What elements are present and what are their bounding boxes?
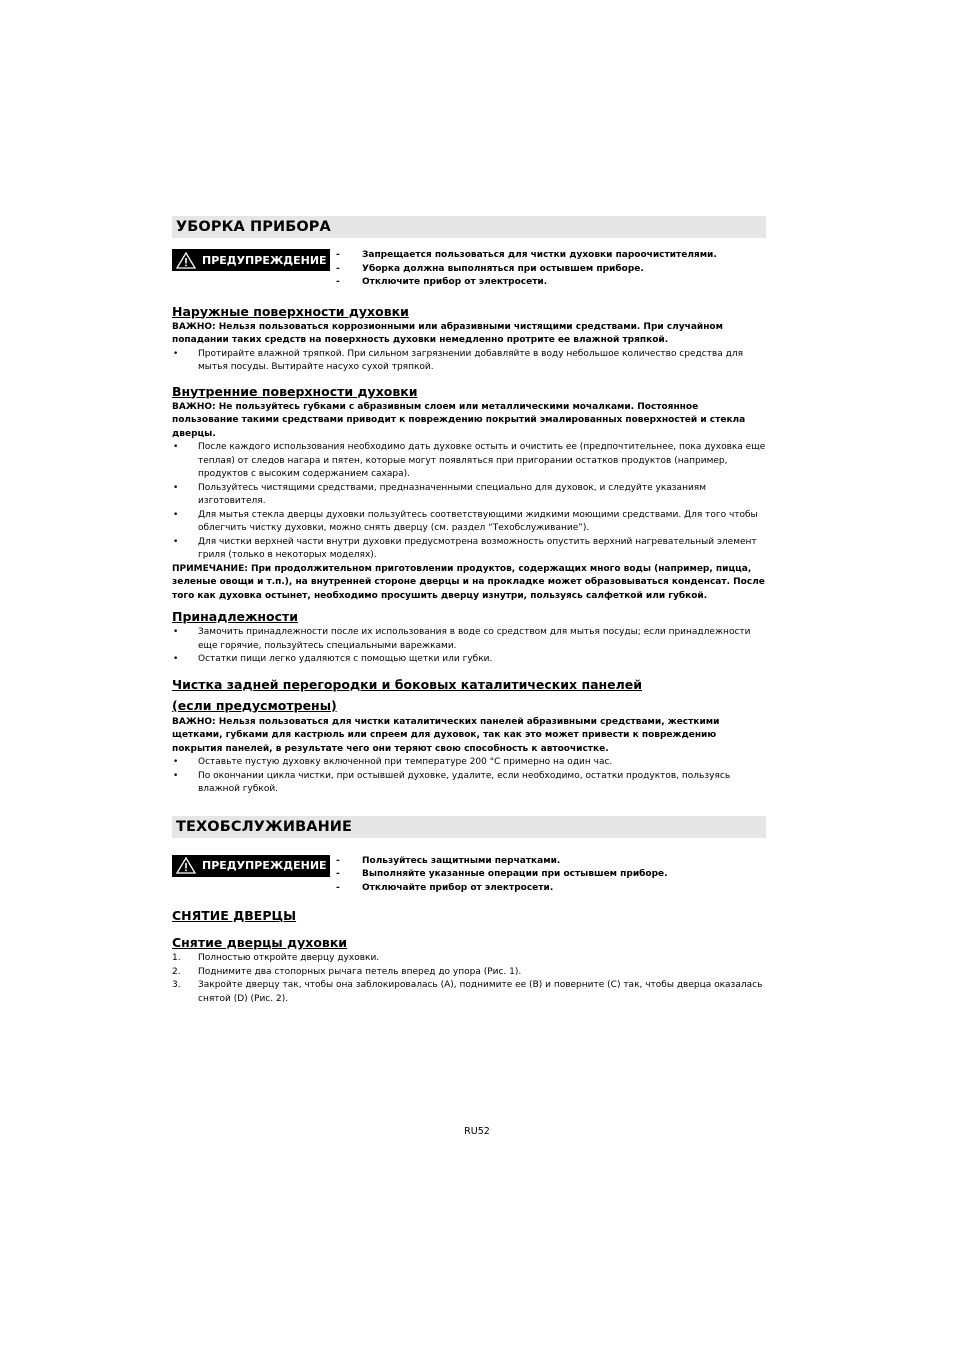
numbered-step: 2. Поднимите два стопорных рычага петель вперед до упора (Рис. 1). [172, 966, 522, 977]
section-band-maintenance [172, 816, 766, 838]
warning-block-cleaning [172, 249, 766, 290]
page-number: RU52 [464, 1126, 490, 1137]
note-paragraph: ПРИМЕЧАНИЕ: При продолжительном приготовлении продуктов, содержащих много воды (например, пицца, зеленые овощи и т.п.), на внутренней стороне дверцы и на прокладке может образовываться конденсат. После того как духовка остынет, необходимо просушить дверцу изнутри, пользуясь салфеткой или губкой. [172, 563, 765, 601]
warning-list [336, 855, 668, 896]
numbered-step: 1. Полностью откройте дверцу духовки. [172, 953, 380, 963]
list-item: • Замочить принадлежности после их использования в воде со средством для мытья посуды; если принадлежности еще горячие, пользуйтесь специальными варежками. [173, 627, 751, 651]
subheading-interior: Внутренние поверхности духовки [172, 383, 418, 399]
list-item: • Остатки пищи легко удаляются с помощью щетки или губки. [173, 654, 493, 664]
subheading-catalytic-line2: (если предусмотрены) [172, 697, 337, 713]
list-item: • Для чистки верхней части внутри духовки предусмотрена возможность опустить верхний нагревательный элемент гриля (только в некоторых моделях). [173, 536, 757, 560]
important-note: ВАЖНО: Нельзя пользоваться коррозионными или абразивными чистящими средствами. При случайном попадании таких средств на поверхность духовки немедленно протрите ее влажной тряпкой. [172, 321, 723, 345]
subheading-exterior: Наружные поверхности духовки [172, 303, 409, 319]
warning-item: - Отключите прибор от электросети. [336, 277, 548, 287]
warning-block-maintenance [172, 855, 766, 896]
section-title-maintenance: ТЕХОБСЛУЖИВАНИЕ [176, 818, 353, 835]
numbered-step: 3. Закройте дверцу так, чтобы она заблокировалась (A), поднимите ее (B) и поверните (C) так, чтобы дверца оказалась снятой (D) (Рис. 2). [172, 980, 763, 1004]
section-band-cleaning [172, 216, 766, 238]
list-item: • По окончании цикла чистки, при остывшей духовке, удалите, если необходимо, остатки продуктов, пользуясь влажной губкой. [173, 770, 731, 794]
subheading-door-removal-oven: Снятие дверцы духовки [172, 935, 348, 950]
warning-item: - Запрещается пользоваться для чистки духовки пароочистителями. [336, 250, 717, 260]
warning-item: - Отключайте прибор от электросети. [336, 882, 554, 893]
important-note: ВАЖНО: Не пользуйтесь губками с абразивным слоем или металлическими мочалками. Постоянное пользование такими средствами приводит к повреждению покрытий эмалированных поверхностей и стекла дверцы. [172, 401, 746, 439]
warning-item: - Пользуйтесь защитными перчатками. [336, 855, 561, 866]
warning-triangle-icon [176, 857, 196, 874]
list-item: • Для мытья стекла дверцы духовки пользуйтесь соответствующими жидкими моющими средствами. Для того чтобы облегчить чистку духовки, можно снять дверцу (см. раздел “Техобслуживание”). [173, 509, 758, 533]
important-note: ВАЖНО: Нельзя пользоваться для чистки каталитических панелей абразивными средствами, жесткими щетками, губками для кастрюль или спреем для духовок, так как это может привести к повреждению покрытия панелей, в результате чего они теряют свою способность к автоочистке. [172, 716, 720, 754]
list-item: • После каждого использования необходимо дать духовке остыть и очистить ее (предпочтительнее, пока духовка еще теплая) от следов нагара и пятен, которые могут появляться при пригорании остатков продуктов (например, продуктов с высоким содержанием сахара). [173, 442, 766, 479]
subheading-door-removal: СНЯТИЕ ДВЕРЦЫ [172, 908, 297, 923]
warning-badge [172, 249, 330, 271]
subheading-accessories: Принадлежности [172, 609, 299, 624]
warning-item: - Уборка должна выполняться при остывшем приборе. [336, 263, 644, 274]
list-item: • Пользуйтесь чистящими средствами, предназначенными специально для духовок, и следуйте указаниям изготовителя. [173, 482, 707, 506]
warning-triangle-icon [176, 252, 196, 269]
warning-item: - Выполняйте указанные операции при остывшем приборе. [336, 869, 668, 879]
warning-label: ПРЕДУПРЕЖДЕНИЕ [202, 859, 327, 872]
warning-badge [172, 855, 330, 877]
page-content [172, 216, 766, 1006]
warning-list [336, 249, 717, 290]
warning-label: ПРЕДУПРЕЖДЕНИЕ [202, 253, 327, 267]
list-item: • Протирайте влажной тряпкой. При сильном загрязнении добавляйте в воду небольшое количество средства для мытья посуды. Вытирайте насухо сухой тряпкой. [173, 348, 743, 372]
section-title-cleaning: УБОРКА ПРИБОРА [176, 219, 331, 235]
list-item: • Оставьте пустую духовку включенной при температуре 200 °C примерно на один час. [173, 757, 613, 767]
subheading-catalytic: Чистка задней перегородки и боковых каталитических панелей [172, 676, 643, 692]
